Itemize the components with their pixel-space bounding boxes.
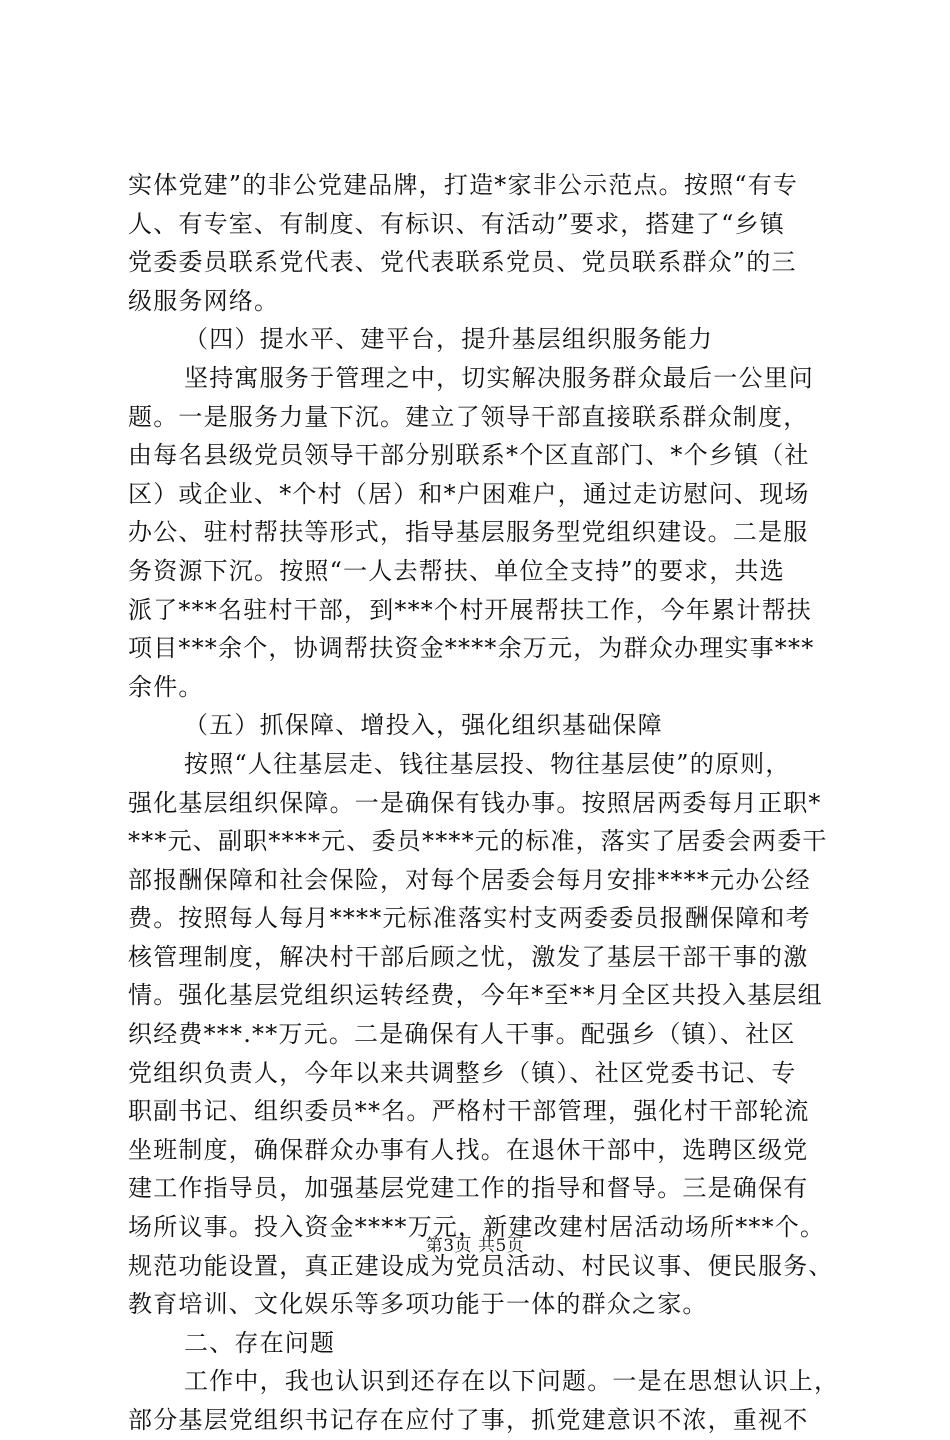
text-line: 部报酬保障和社会保险，对每个居委会每月安排****元办公经 xyxy=(128,865,811,894)
text-line: 题。一是服务力量下沉。建立了领导干部直接联系群众制度， xyxy=(128,402,809,431)
text-line: 党委委员联系党代表、党代表联系党员、党员联系群众”的三 xyxy=(128,248,797,277)
text-line: 项目***余个，协调帮扶资金****余万元，为群众办理实事*** xyxy=(128,634,815,663)
text-line: 情。强化基层党组织运转经费，今年*至**月全区共投入基层组 xyxy=(128,981,823,1010)
text-line: 织经费***.**万元。二是确保有人干事。配强乡（镇）、社区 xyxy=(128,1020,796,1049)
text-line: 教育培训、文化娱乐等多项功能于一体的群众之家。 xyxy=(128,1290,708,1319)
text-line: 规范功能设置，真正建设成为党员活动、村民议事、便民服务、 xyxy=(128,1251,834,1280)
page-footer: 第3页 共5页 xyxy=(425,1236,525,1256)
text-line: 职副书记、组织委员**名。严格村干部管理，强化村干部轮流 xyxy=(128,1097,810,1126)
text-line: 派了***名驻村干部，到***个村开展帮扶工作，今年累计帮扶 xyxy=(128,595,812,624)
text-line: 坐班制度，确保群众办事有人找。在退休干部中，选聘区级党 xyxy=(128,1135,809,1164)
text-line: 建工作指导员，加强基层党建工作的指导和督导。三是确保有 xyxy=(128,1174,809,1203)
text-line: 级服务网络。 xyxy=(128,286,280,315)
text-line: 场所议事。投入资金****万元，新建改建村居活动场所***个。 xyxy=(128,1213,826,1242)
text-line: （五）抓保障、增投入，强化组织基础保障 xyxy=(184,711,663,740)
text-line: 坚持寓服务于管理之中，切实解决服务群众最后一公里问 xyxy=(184,363,814,392)
text-line: 党组织负责人，今年以来共调整乡（镇）、社区党委书记、专 xyxy=(128,1058,797,1087)
text-line: （四）提水平、建平台，提升基层组织服务能力 xyxy=(184,325,714,354)
text-line: 部分基层党组织书记存在应付了事，抓党建意识不浓，重视不 xyxy=(128,1406,809,1434)
text-line: 办公、驻村帮扶等形式，指导基层服务型党组织建设。二是服 xyxy=(128,518,809,547)
text-line: 由每名县级党员领导干部分别联系*个区直部门、*个乡镇（社 xyxy=(128,441,810,470)
text-line: 核管理制度，解决村干部后顾之忧，激发了基层干部干事的激 xyxy=(128,942,809,971)
text-line: 按照“人往基层走、钱往基层投、物往基层使”的原则， xyxy=(184,749,791,778)
text-line: 人、有专室、有制度、有标识、有活动”要求，搭建了“乡镇 xyxy=(128,209,785,238)
text-line: 强化基层组织保障。一是确保有钱办事。按照居两委每月正职* xyxy=(128,788,822,817)
text-line: 区）或企业、*个村（居）和*户困难户，通过走访慰问、现场 xyxy=(128,479,810,508)
text-line: ***元、副职****元、委员****元的标准，落实了居委会两委干 xyxy=(128,827,828,856)
text-line: 余件。 xyxy=(128,672,204,701)
text-line: 费。按照每人每月****元标准落实村支两委委员报酬保障和考 xyxy=(128,904,811,933)
text-line: 二、存在问题 xyxy=(184,1328,336,1357)
text-line: 务资源下沉。按照“一人去帮扶、单位全支持”的要求，共选 xyxy=(128,556,785,585)
text-line: 工作中，我也认识到还存在以下问题。一是在思想认识上， xyxy=(184,1367,840,1396)
text-line: 实体党建”的非公党建品牌，打造*家非公示范点。按照“有专 xyxy=(128,171,799,199)
